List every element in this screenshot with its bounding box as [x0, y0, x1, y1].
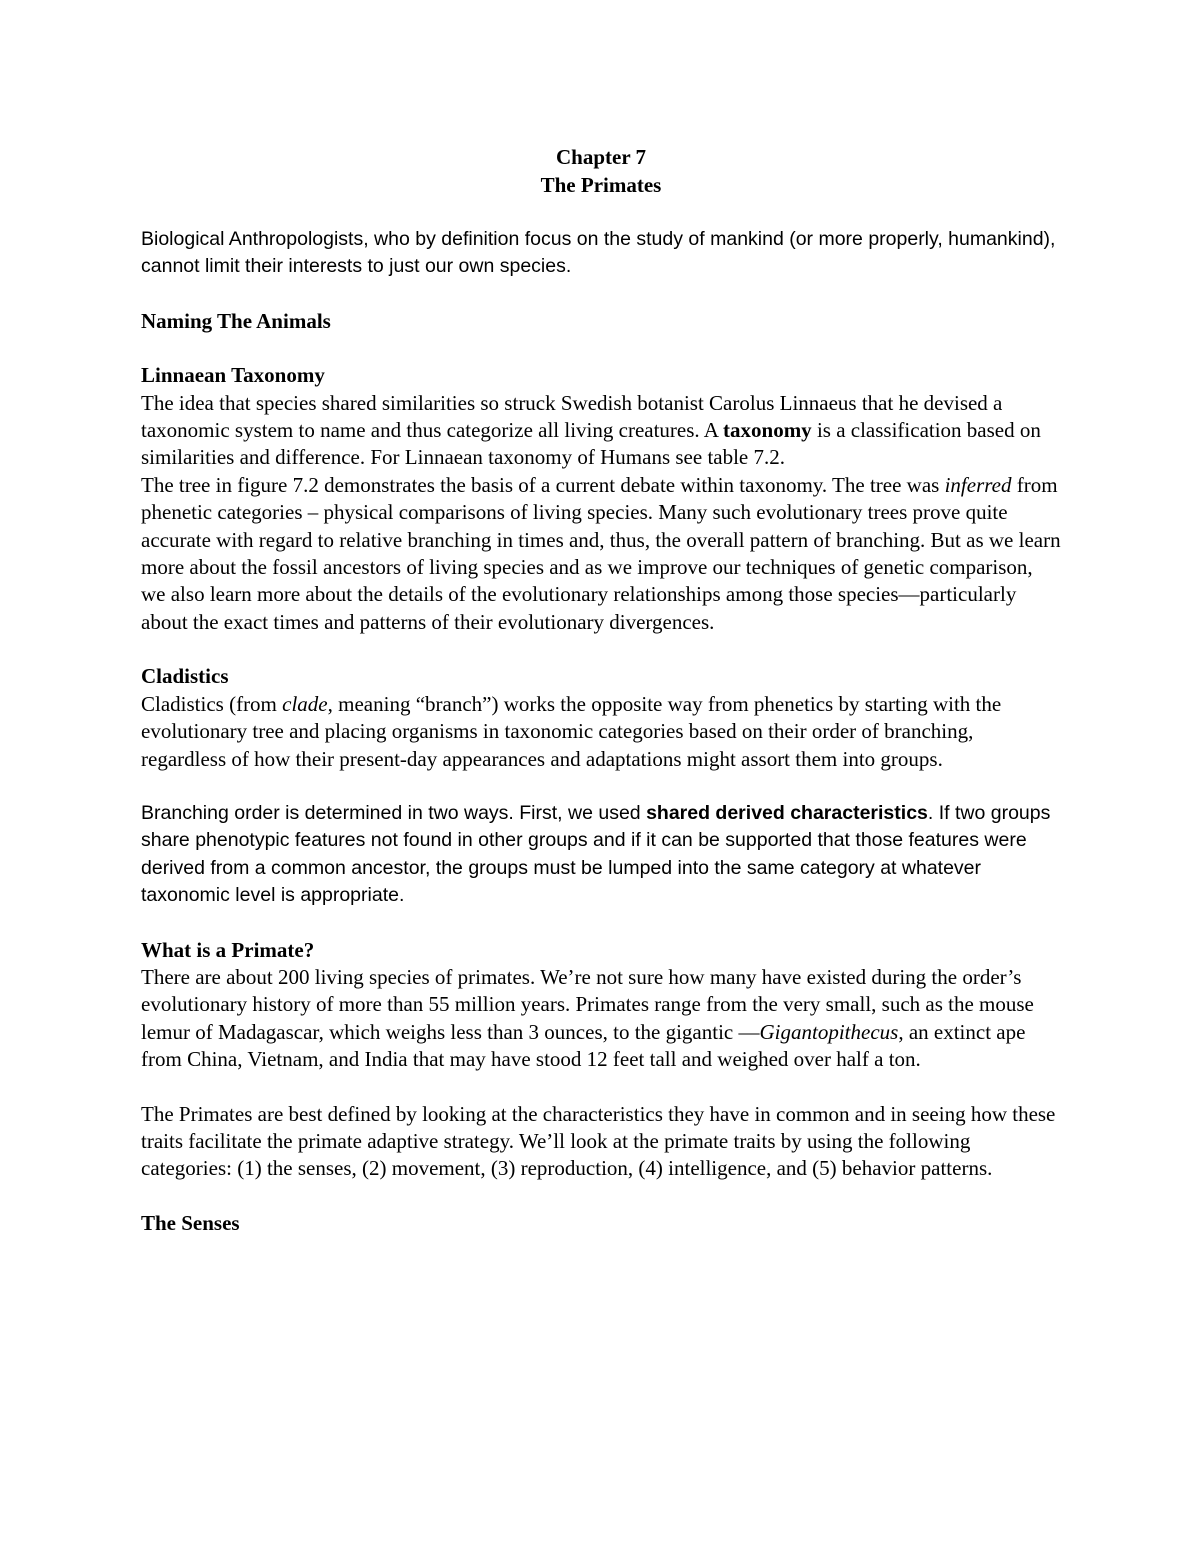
term-inferred: inferred: [944, 472, 1012, 497]
text-run: , an extinct ape from China, Vietnam, and India that may have stood 12 feet tall and weighed over half a ton.: [141, 1019, 1026, 1072]
intro-paragraph: Biological Anthropologists, who by definition focus on the study of mankind (or more properly, humankind), cannot limit their interests to just our own species.: [141, 228, 1056, 278]
term-shared-derived-characteristics: shared derived characteristics: [646, 801, 928, 824]
primate-paragraph-2: The Primates are best defined by looking at the characteristics they have in common and in seeing how these traits facilitate the primate adaptive strategy. We’ll look at the primate traits by using the following categories: (1) the senses, (2) movement, (3) reproduction, (4) intelligence, and (5) behavior patterns.: [141, 1101, 1056, 1181]
section-heading-naming: Naming The Animals: [141, 308, 331, 333]
cladistics-paragraph-1: [141, 691, 1061, 773]
term-clade: clade: [282, 691, 328, 716]
document-page: [141, 143, 1061, 1237]
text-run: , meaning “branch”) works the opposite way from phenetics by starting with the evolutionary tree and placing organisms in taxonomic categories based on their order of branching, regardless of how their present-day appearances and adaptations might assort them into groups.: [141, 691, 1002, 771]
section-heading-primate: What is a Primate?: [141, 937, 315, 962]
text-run: from phenetic categories – physical comparisons of living species. Many such evolutionary trees prove quite accurate with regard to relative branching in times and, thus, the overall pattern of branching. But as we learn more about the fossil ancestors of living species and as we improve our techniques of genetic comparison, we also learn more about the details of the evolutionary relationships among those species—particularly about the exact times and patterns of their evolutionary divergences.: [141, 472, 1061, 634]
term-taxonomy: taxonomy: [723, 418, 812, 443]
text-run: Branching order is determined in two ways. First, we used: [141, 801, 647, 824]
linnaean-paragraph-1: [141, 390, 1061, 472]
section-heading-cladistics: Cladistics: [141, 664, 229, 689]
chapter-number: Chapter 7: [555, 145, 647, 169]
text-run: The idea that species shared similarities so struck Swedish botanist Carolus Linnaeus that he devised a taxonomic system to name and thus categorize all living creatures. A: [141, 390, 1003, 443]
text-run: There are about 200 living species of primates. We’re not sure how many have existed during the order’s evolutionary history of more than 55 million years. Primates range from the very small, such as the mouse lemur of Madagascar, which weighs less than 3 ounces, to the gigantic —: [141, 964, 1034, 1044]
primate-paragraph-1: [141, 964, 1061, 1074]
chapter-title-block: [141, 143, 1061, 199]
section-heading-senses: The Senses: [141, 1210, 240, 1235]
section-heading-linnaean: Linnaean Taxonomy: [141, 363, 325, 388]
chapter-title: The Primates: [540, 173, 662, 197]
term-gigantopithecus: Gigantopithecus: [759, 1019, 899, 1044]
cladistics-paragraph-2: [141, 800, 1061, 910]
text-run: . If two groups share phenotypic features not found in other groups and if it can be supported that those features were derived from a common ancestor, the groups must be lumped into the same category at whatever taxonomic level is appropriate.: [141, 801, 1051, 907]
text-run: is a classification based on similarities and difference. For Linnaean taxonomy of Humans see table 7.2.: [141, 418, 1041, 470]
text-run: The tree in figure 7.2 demonstrates the basis of a current debate within taxonomy. The tree was: [141, 472, 945, 497]
linnaean-paragraph-2: [141, 472, 1061, 636]
text-run: Cladistics (from: [141, 691, 283, 716]
